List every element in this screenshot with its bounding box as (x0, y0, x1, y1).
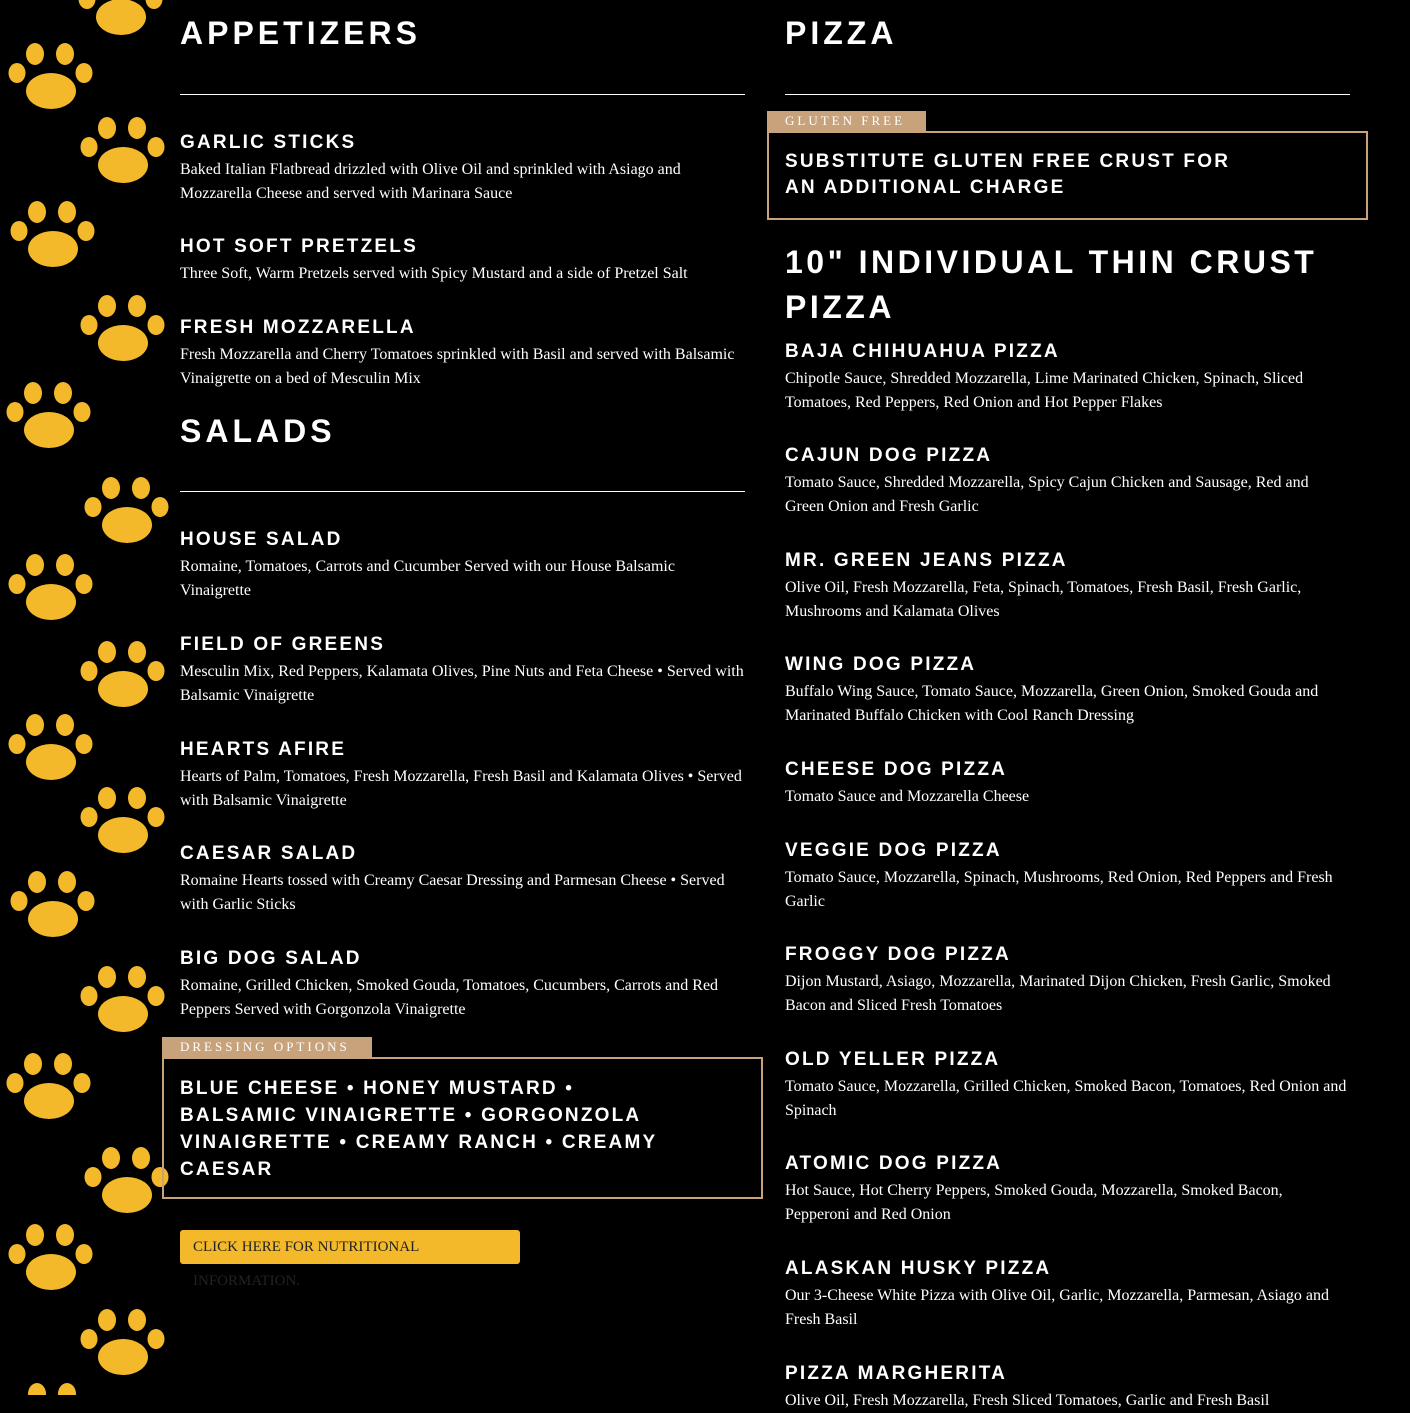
dressing-options-box (162, 1057, 763, 1199)
item-description: Mesculin Mix, Red Peppers, Kalamata Olives, Pine Nuts and Feta Cheese • Served with Balsamic Vinaigrette (180, 662, 744, 704)
item-name: ALASKAN HUSKY PIZZA (785, 1258, 1052, 1279)
item-name: FIELD OF GREENS (180, 634, 386, 655)
paw-print-icon (78, 0, 164, 40)
paw-print-icon (10, 200, 96, 272)
pizza-subheading: 10" INDIVIDUAL THIN CRUST PIZZA (785, 244, 1318, 325)
item-name: HEARTS AFIRE (180, 739, 347, 760)
dressing-options-text: BLUE CHEESE • HONEY MUSTARD • BALSAMIC VINAIGRETTE • GORGONZOLA VINAIGRETTE • CREAMY RANCH • CREAMY CAESAR (180, 1078, 658, 1180)
item-description: Tomato Sauce and Mozzarella Cheese (785, 787, 1030, 805)
item-description: Tomato Sauce, Mozzarella, Grilled Chicken, Smoked Bacon, Tomatoes, Red Onion and Spinach (785, 1077, 1347, 1119)
menu-item (785, 840, 1350, 914)
paw-print-icon (8, 1223, 94, 1295)
menu-item (785, 944, 1350, 1018)
item-description: Baked Italian Flatbread drizzled with Olive Oil and sprinkled with Asiago and Mozzarella Cheese and served with Marinara Sauce (180, 160, 681, 202)
menu-item (785, 1363, 1350, 1413)
paw-print-icon (8, 42, 94, 114)
item-description: Chipotle Sauce, Shredded Mozzarella, Lime Marinated Chicken, Spinach, Sliced Tomatoes, Red Peppers, Red Onion and Hot Pepper Flakes (785, 369, 1304, 411)
item-name: OLD YELLER PIZZA (785, 1049, 1001, 1070)
menu-item (785, 1153, 1350, 1227)
item-description: Romaine, Tomatoes, Carrots and Cucumber Served with our House Balsamic Vinaigrette (180, 557, 675, 599)
paw-print-icon (84, 1146, 170, 1218)
item-name: CAJUN DOG PIZZA (785, 445, 993, 466)
nutrition-info-button[interactable]: CLICK HERE FOR NUTRITIONAL INFORMATION. (180, 1230, 520, 1264)
menu-item (180, 529, 745, 603)
paw-print-background (0, 0, 170, 1395)
item-description: Romaine Hearts tossed with Creamy Caesar Dressing and Parmesan Cheese • Served with Garlic Sticks (180, 871, 725, 913)
menu-item (785, 341, 1350, 415)
menu-item (180, 132, 745, 206)
item-name: BIG DOG SALAD (180, 948, 362, 969)
item-name: HOUSE SALAD (180, 529, 343, 550)
menu-item (180, 317, 745, 391)
item-name: FRESH MOZZARELLA (180, 317, 416, 338)
menu-item (785, 1258, 1350, 1332)
section-divider (180, 491, 745, 492)
item-name: FROGGY DOG PIZZA (785, 944, 1011, 965)
paw-print-icon (80, 116, 166, 188)
item-description: Three Soft, Warm Pretzels served with Spicy Mustard and a side of Pretzel Salt (180, 264, 688, 282)
gluten-free-text: SUBSTITUTE GLUTEN FREE CRUST FOR AN ADDITIONAL CHARGE (785, 151, 1231, 198)
item-description: Fresh Mozzarella and Cherry Tomatoes sprinkled with Basil and served with Balsamic Vinaigrette on a bed of Mesculin Mix (180, 345, 735, 387)
item-name: PIZZA MARGHERITA (785, 1363, 1008, 1384)
item-description: Our 3-Cheese White Pizza with Olive Oil, Garlic, Mozzarella, Parmesan, Asiago and Fresh Basil (785, 1286, 1329, 1328)
section-divider (180, 94, 745, 95)
paw-print-icon (10, 870, 96, 942)
item-name: CAESAR SALAD (180, 843, 358, 864)
item-description: Dijon Mustard, Asiago, Mozzarella, Marinated Dijon Chicken, Fresh Garlic, Smoked Bacon and Sliced Fresh Tomatoes (785, 972, 1331, 1014)
pizza-heading: PIZZA (785, 15, 898, 51)
menu-item (180, 739, 745, 813)
paw-print-icon (10, 1382, 96, 1395)
item-name: ATOMIC DOG PIZZA (785, 1153, 1003, 1174)
gluten-free-box (767, 131, 1368, 220)
menu-item (785, 1049, 1350, 1123)
paw-print-icon (80, 294, 166, 366)
paw-print-icon (8, 553, 94, 625)
paw-print-icon (8, 713, 94, 785)
paw-print-icon (80, 640, 166, 712)
menu-item (785, 550, 1350, 624)
item-description: Buffalo Wing Sauce, Tomato Sauce, Mozzarella, Green Onion, Smoked Gouda and Marinated Buffalo Chicken with Cool Ranch Dressing (785, 682, 1319, 724)
menu-item (180, 843, 745, 917)
appetizers-heading: APPETIZERS (180, 15, 421, 51)
item-description: Olive Oil, Fresh Mozzarella, Feta, Spinach, Tomatoes, Fresh Basil, Fresh Garlic, Mushrooms and Kalamata Olives (785, 578, 1302, 620)
menu-item (785, 654, 1350, 728)
item-description: Tomato Sauce, Shredded Mozzarella, Spicy Cajun Chicken and Sausage, Red and Green Onion and Fresh Garlic (785, 473, 1309, 515)
item-description: Hearts of Palm, Tomatoes, Fresh Mozzarella, Fresh Basil and Kalamata Olives • Served with Balsamic Vinaigrette (180, 767, 742, 809)
item-description: Romaine, Grilled Chicken, Smoked Gouda, Tomatoes, Cucumbers, Carrots and Red Peppers Served with Gorgonzola Vinaigrette (180, 976, 719, 1018)
paw-print-icon (6, 381, 92, 453)
menu-item (785, 759, 1350, 809)
section-divider (785, 94, 1350, 95)
paw-print-icon (80, 1308, 166, 1380)
paw-print-icon (80, 786, 166, 858)
paw-print-icon (84, 476, 170, 548)
item-name: CHEESE DOG PIZZA (785, 759, 1008, 780)
item-name: HOT SOFT PRETZELS (180, 236, 418, 257)
item-name: WING DOG PIZZA (785, 654, 977, 675)
item-name: BAJA CHIHUAHUA PIZZA (785, 341, 1060, 362)
menu-item (180, 634, 745, 708)
item-description: Tomato Sauce, Mozzarella, Spinach, Mushrooms, Red Onion, Red Peppers and Fresh Garlic (785, 868, 1333, 910)
menu-item (180, 236, 745, 286)
paw-print-icon (6, 1052, 92, 1124)
item-description: Olive Oil, Fresh Mozzarella, Fresh Sliced Tomatoes, Garlic and Fresh Basil (785, 1391, 1270, 1409)
item-name: VEGGIE DOG PIZZA (785, 840, 1002, 861)
item-name: GARLIC STICKS (180, 132, 357, 153)
salads-heading: SALADS (180, 413, 336, 449)
gluten-free-tab: GLUTEN FREE (767, 111, 926, 131)
item-name: MR. GREEN JEANS PIZZA (785, 550, 1068, 571)
paw-print-icon (80, 965, 166, 1037)
menu-item (785, 445, 1350, 519)
item-description: Hot Sauce, Hot Cherry Peppers, Smoked Gouda, Mozzarella, Smoked Bacon, Pepperoni and Red Onion (785, 1181, 1283, 1223)
dressing-options-tab: DRESSING OPTIONS (162, 1037, 372, 1057)
menu-item (180, 948, 745, 1022)
